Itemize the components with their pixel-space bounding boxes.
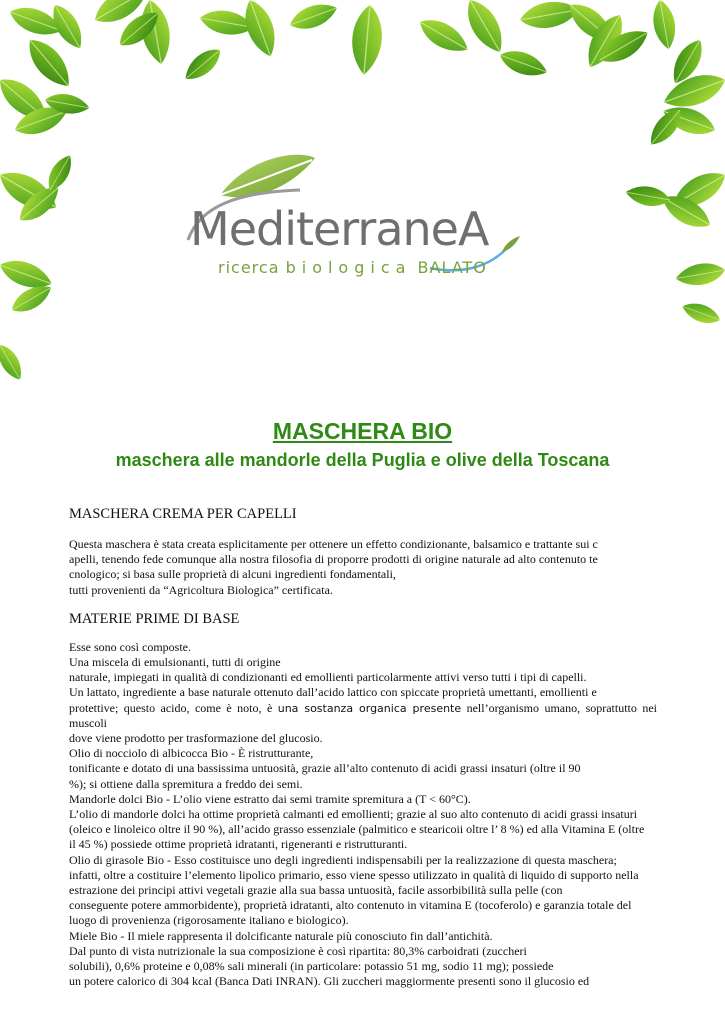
text-line: apelli, tenendo fede comunque alla nostra filosofia di proporre prodotti di origine naturale ad alto contenuto te — [69, 552, 598, 567]
section-paragraph-maschera — [69, 537, 657, 598]
text-line: %); si ottiene dalla spremitura a freddo dei semi. — [69, 776, 303, 791]
text-line: Mandorle dolci Bio - L’olio viene estratto dai semi tramite spremitura a (T < 60°C). — [69, 791, 471, 806]
text-line: infatti, oltre a costituire l’elemento lipolico primario, esso viene spesso utilizzato in qualità di liquido di supporto nella — [69, 867, 639, 882]
text-line: L’olio di mandorle dolci ha ottime proprietà calmanti ed emollienti; grazie al suo alto contenuto di acidi grassi insaturi — [69, 807, 638, 822]
text-line: dove viene prodotto per trasformazione del glucosio. — [69, 731, 323, 746]
logo-tagline: ricerca biologica BALATO — [218, 258, 487, 277]
text-line: tutti provenienti da “Agricoltura Biologica” certificata. — [69, 582, 333, 597]
text-line: estrazione dei principi attivi vegetali grazie alla sua bassa untuosità, facile assorbibilità sulla pelle (con — [69, 883, 563, 898]
document-body — [69, 505, 657, 989]
text-line: Un lattato, ingrediente a base naturale ottenuto dall’acido lattico con spiccate proprietà umettanti, emollienti e — [69, 685, 597, 700]
text-line: Esse sono così composte. — [69, 639, 191, 654]
text-line: Una miscela di emulsionanti, tutti di origine — [69, 655, 281, 670]
page-subtitle: maschera alle mandorle della Puglia e olive della Toscana — [115, 450, 610, 470]
text-line: Questa maschera è stata creata esplicitamente per ottenere un effetto condizionante, balsamico e trattante sui c — [69, 537, 598, 551]
text-line: il 45 %) possiede ottime proprietà idratanti, rigeneranti e ristrutturanti. — [69, 837, 408, 852]
text-line: (oleico e linoleico oltre il 90 %), all’acido grasso essenziale (palmitico e stearicoii oltre l’ 8 %) ed alla Vitamina E (oltre — [69, 822, 645, 837]
text-line: protettive; questo acido, come è noto, è una sostanza organica presente nell’organismo umano, soprattutto nei muscoli — [69, 700, 657, 730]
page-title: MASCHERA BIO — [272, 418, 453, 444]
text-line: luogo di provenienza (rigorosamente italiano e biologico). — [69, 913, 349, 928]
text-line: Olio di girasole Bio - Esso costituisce uno degli ingredienti indispensabili per la realizzazione di questa maschera; — [69, 852, 617, 867]
text-line: tonificante e dotato di una bassissima untuosità, grazie all’alto contenuto di acidi grassi insaturi (oltre il 90 — [69, 761, 581, 776]
text-line: naturale, impiegati in qualità di condizionanti ed emollienti particolarmente attivi verso tutti i tipi di capelli. — [69, 670, 587, 685]
text-line: solubili), 0,6% proteine e 0,08% sali minerali (in particolare: potassio 51 mg, sodio 11 mg); possiede — [69, 959, 554, 974]
section-paragraph-materie — [69, 640, 657, 990]
section-heading-materie: MATERIE PRIME DI BASE — [69, 610, 240, 627]
text-line: Olio di nocciolo di albicocca Bio - È ristrutturante, — [69, 746, 314, 761]
text-line: conseguente potere ammorbidente), proprietà idratanti, alto contenuto in vitamina E (tocoferolo) e garanzia totale del — [69, 898, 632, 913]
text-line: un potere calorico di 304 kcal (Banca Dati INRAN). Gli zuccheri maggiormente presenti sono il glucosio ed — [69, 974, 590, 989]
logo-wordmark: MediterraneA — [190, 202, 489, 256]
section-heading-maschera: MASCHERA CREMA PER CAPELLI — [69, 506, 297, 522]
text-line: Miele Bio - Il miele rappresenta il dolcificante naturale più conosciuto fin dall’antichità. — [69, 928, 493, 943]
text-line: Dal punto di vista nutrizionale la sua composizione è così ripartita: 80,3% carboidrati (zuccheri — [69, 943, 527, 958]
brand-logo — [180, 150, 540, 290]
text-line: cnologico; si basa sulle proprietà di alcuni ingredienti fondamentali, — [69, 567, 396, 582]
